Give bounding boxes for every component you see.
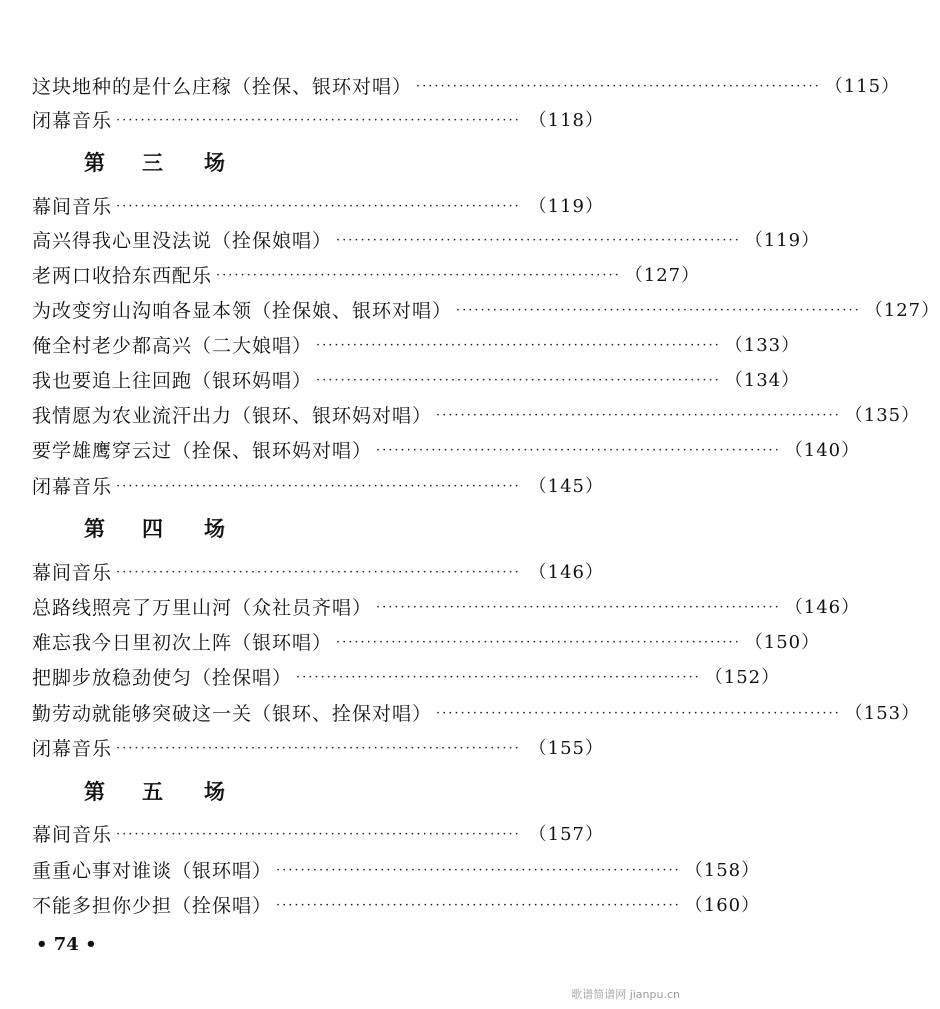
leader-dots: ·································································· (436, 706, 841, 721)
leader-dots: ·································································· (316, 373, 721, 388)
section-heading-char: 三 (142, 150, 163, 175)
section-heading-char: 场 (204, 150, 225, 175)
toc-entry (32, 628, 821, 658)
section-heading-char: 五 (142, 779, 163, 804)
section-heading-char: 场 (204, 779, 225, 804)
leader-dots: ·································································· (376, 443, 781, 458)
toc-entry (32, 558, 604, 588)
toc-entry-page: （160） (684, 895, 761, 916)
toc-entry-title: 勤劳动就能够突破这一关（银环、拴保对唱） (32, 703, 433, 725)
toc-entry-title: 俺全村老少都高兴（二大娘唱） (32, 335, 313, 357)
leader-dots: ·································································· (116, 113, 521, 128)
leader-dots: ·································································· (116, 741, 521, 756)
leader-dots: ·································································· (276, 863, 681, 878)
toc-entry-page: （127） (864, 300, 940, 321)
toc-entry-title: 高兴得我心里没法说（拴保娘唱） (32, 230, 333, 252)
toc-entry (32, 891, 761, 921)
section-heading-scene-4 (84, 512, 225, 546)
toc-entry (32, 72, 901, 102)
toc-entry (32, 261, 701, 291)
section-heading-scene-5 (84, 775, 225, 809)
toc-entry (32, 734, 604, 764)
toc-entry-page: （150） (744, 632, 821, 653)
toc-entry-title: 闭幕音乐 (32, 110, 113, 132)
toc-entry-title: 把脚步放稳劲使匀（拴保唱） (32, 667, 293, 689)
toc-entry (32, 401, 921, 431)
toc-entry-title: 幕间音乐 (32, 196, 113, 218)
toc-entry (32, 331, 801, 361)
leader-dots: ·································································· (456, 303, 861, 318)
leader-dots: ·································································· (216, 268, 621, 283)
section-heading-char: 四 (142, 516, 163, 541)
leader-dots: ·································································· (316, 338, 721, 353)
toc-entry-page: （155） (528, 738, 604, 759)
toc-entry (32, 192, 604, 222)
toc-entry-page: （115） (824, 76, 901, 97)
page-number: • 74 • (36, 934, 97, 955)
leader-dots: ·································································· (416, 79, 821, 94)
leader-dots: ·································································· (436, 408, 841, 423)
toc-entry-page: （157） (528, 824, 604, 845)
toc-entry-title: 总路线照亮了万里山河（众社员齐唱） (32, 597, 373, 619)
toc-entry-title: 幕间音乐 (32, 824, 113, 846)
section-heading-scene-3 (84, 146, 225, 180)
toc-entry-title: 要学雄鹰穿云过（拴保、银环妈对唱） (32, 440, 373, 462)
toc-entry-page: （145） (528, 476, 604, 497)
section-heading-char: 场 (204, 516, 225, 541)
toc-entry (32, 226, 821, 256)
toc-entry-title: 难忘我今日里初次上阵（银环唱） (32, 632, 333, 654)
section-heading-char: 第 (84, 516, 105, 541)
toc-entry-page: （153） (844, 703, 921, 724)
leader-dots: ·································································· (116, 199, 521, 214)
toc-entry-page: （158） (684, 860, 761, 881)
leader-dots: ·································································· (116, 827, 521, 842)
toc-entry-title: 闭幕音乐 (32, 476, 113, 498)
toc-entry-page: （146） (528, 562, 604, 583)
watermark: 歌谱简谱网 jianpu.cn (571, 988, 680, 1001)
toc-entry-page: （119） (744, 230, 821, 251)
toc-entry (32, 593, 861, 623)
toc-entry-title: 闭幕音乐 (32, 738, 113, 760)
toc-entry-page: （140） (784, 440, 861, 461)
leader-dots: ·································································· (116, 565, 521, 580)
toc-entry (32, 699, 921, 729)
toc-entry (32, 663, 781, 693)
leader-dots: ·································································· (276, 898, 681, 913)
toc-entry-page: （119） (528, 196, 604, 217)
toc-entry-page: （152） (704, 667, 781, 688)
leader-dots: ·································································· (376, 600, 781, 615)
section-heading-char: 第 (84, 779, 105, 804)
section-heading-char: 第 (84, 150, 105, 175)
toc-entry-page: （134） (724, 370, 801, 391)
toc-entry-page: （118） (528, 110, 604, 131)
toc-entry (32, 856, 761, 886)
toc-entry-page: （146） (784, 597, 861, 618)
toc-entry-page: （135） (844, 405, 921, 426)
leader-dots: ·································································· (336, 233, 741, 248)
toc-entry (32, 472, 604, 502)
toc-entry-title: 重重心事对谁谈（银环唱） (32, 860, 273, 882)
leader-dots: ·································································· (116, 479, 521, 494)
toc-entry-title: 不能多担你少担（拴保唱） (32, 895, 273, 917)
toc-entry-title: 为改变穷山沟咱各显本领（拴保娘、银环对唱） (32, 300, 453, 322)
toc-entry (32, 436, 861, 466)
toc-entry-title: 幕间音乐 (32, 562, 113, 584)
leader-dots: ·································································· (336, 635, 741, 650)
toc-entry (32, 296, 940, 326)
toc-entry-page: （127） (624, 265, 701, 286)
toc-entry-title: 老两口收拾东西配乐 (32, 265, 213, 287)
leader-dots: ·································································· (296, 670, 701, 685)
toc-entry-title: 我情愿为农业流汗出力（银环、银环妈对唱） (32, 405, 433, 427)
toc-entry (32, 366, 801, 396)
toc-entry (32, 106, 604, 136)
toc-entry-title: 这块地种的是什么庄稼（拴保、银环对唱） (32, 76, 413, 98)
toc-entry-page: （133） (724, 335, 801, 356)
toc-entry (32, 820, 604, 850)
toc-entry-title: 我也要追上往回跑（银环妈唱） (32, 370, 313, 392)
